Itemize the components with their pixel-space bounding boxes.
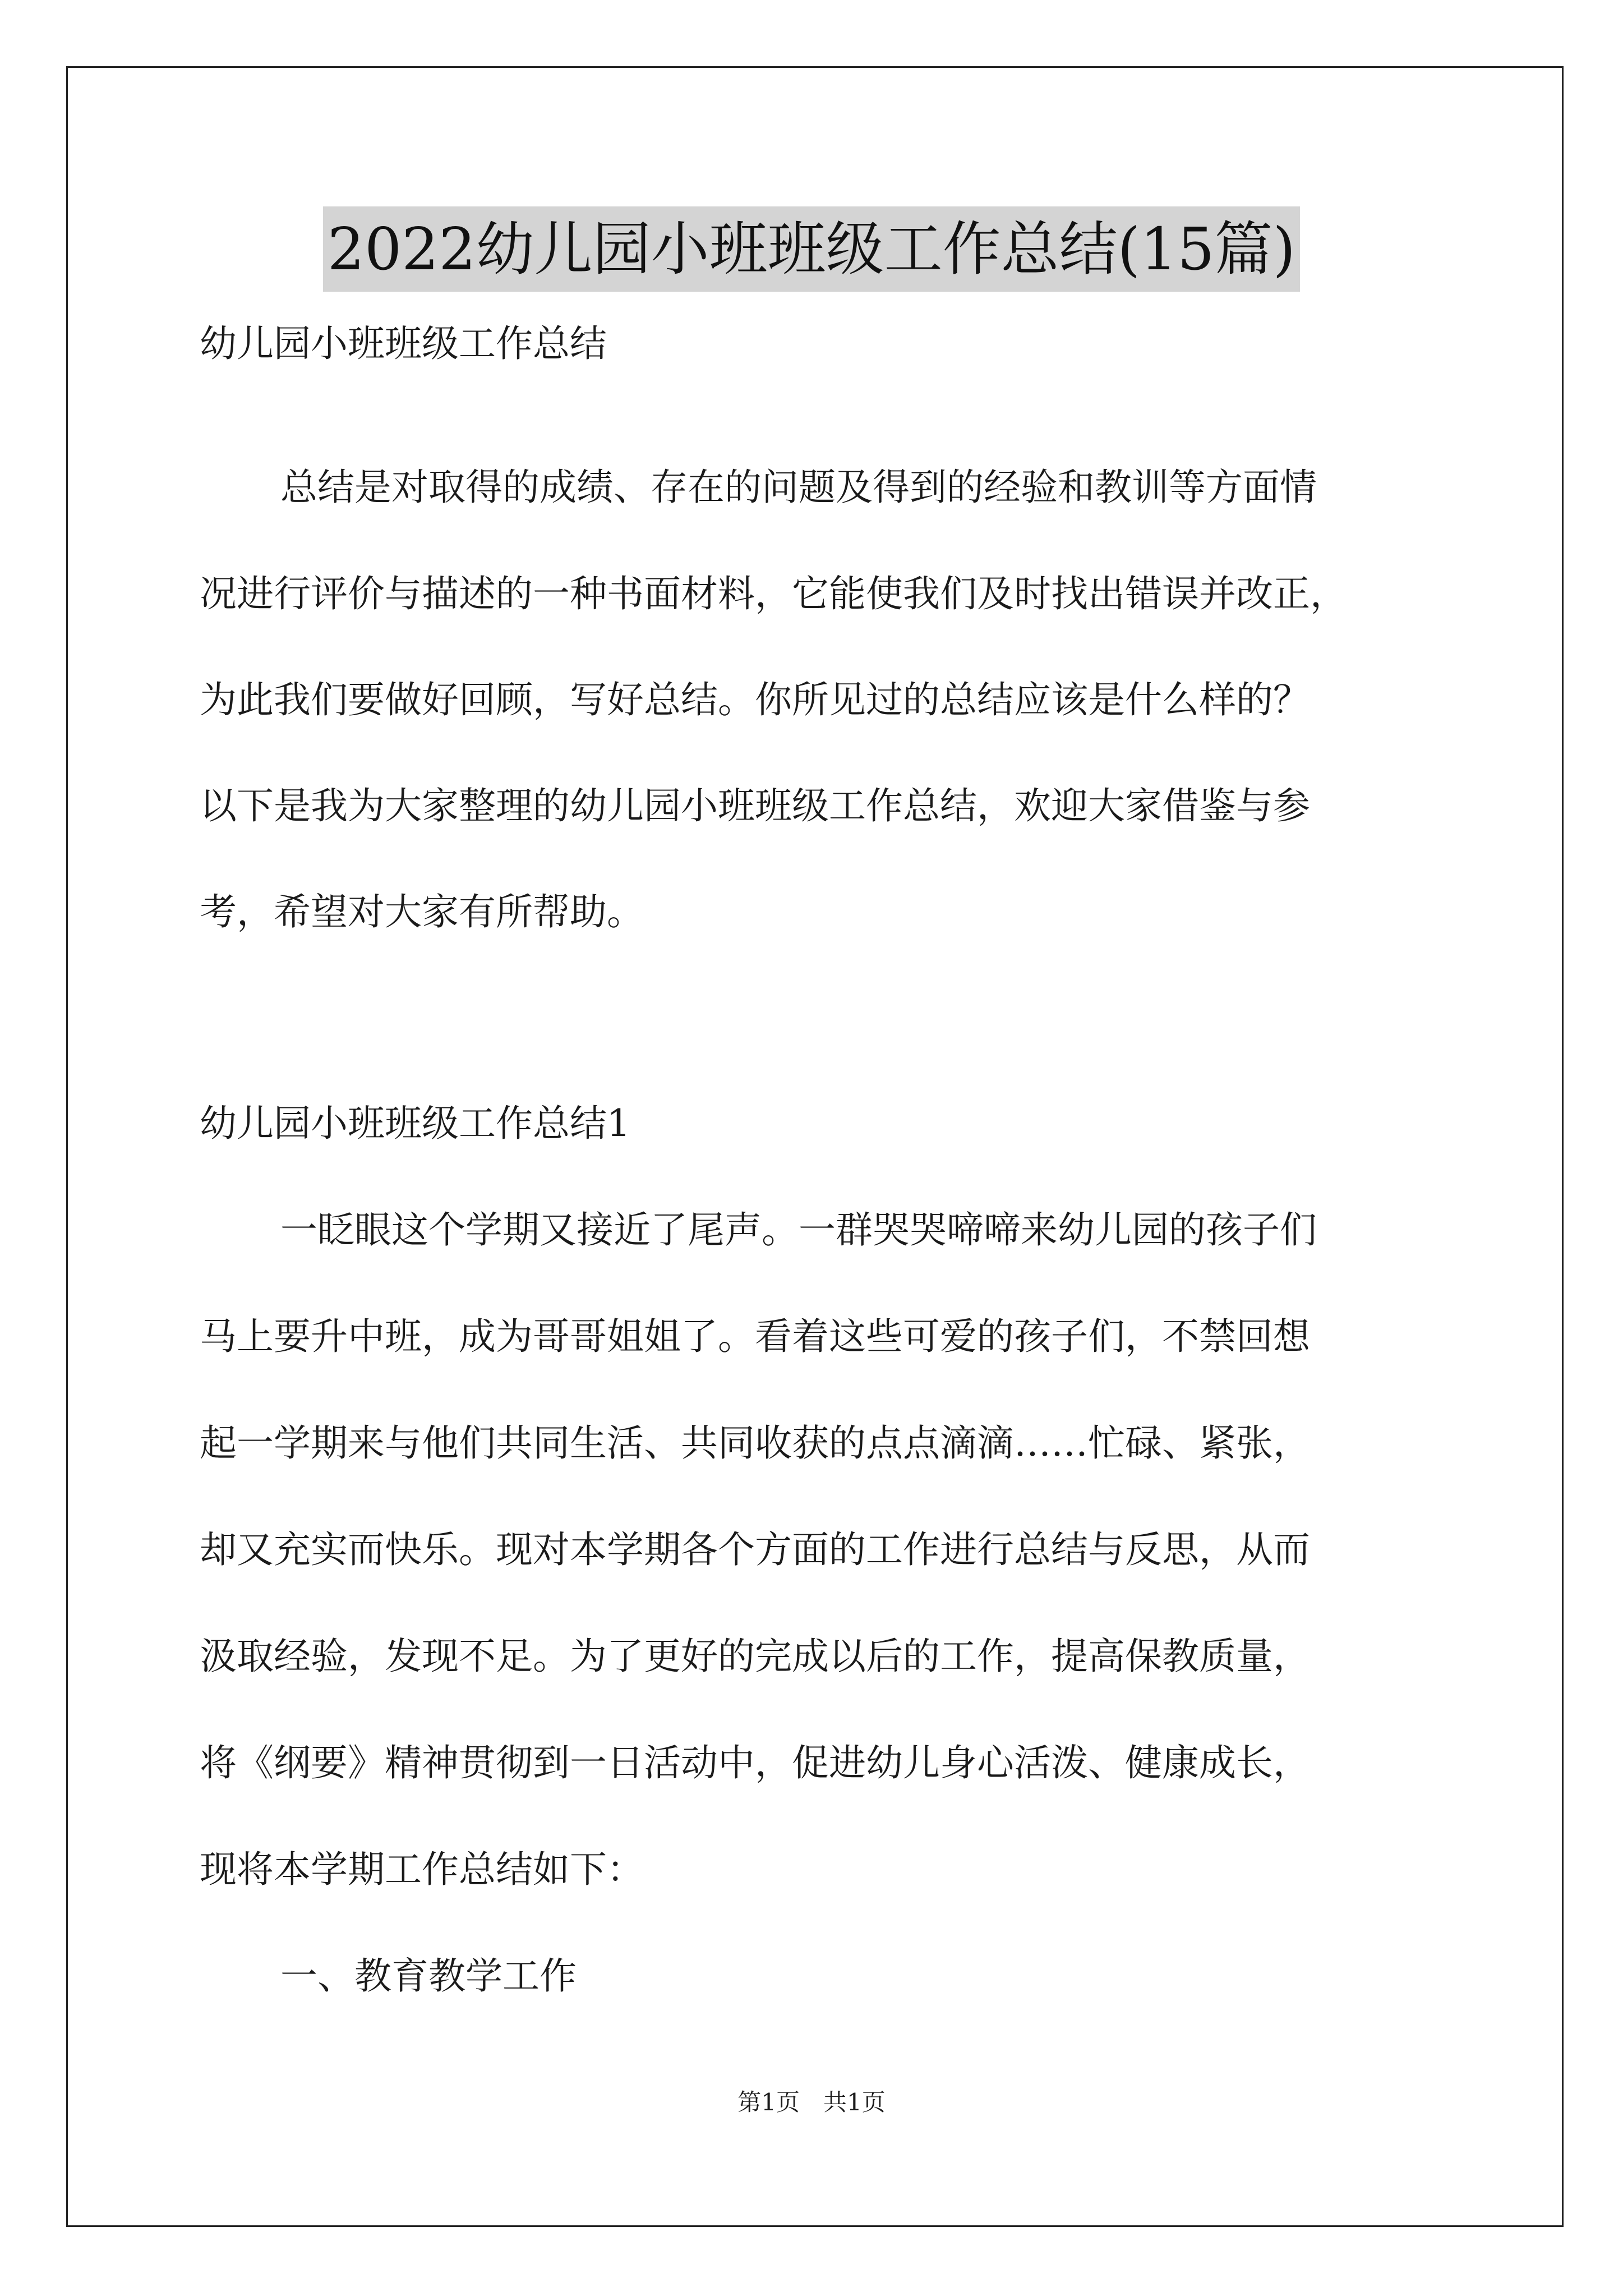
title-wrap (0, 206, 1623, 292)
section-heading: 幼儿园小班班级工作总结1 (200, 1102, 630, 1145)
paragraph-line: 以下是我为大家整理的幼儿园小班班级工作总结，欢迎大家借鉴与参 (200, 784, 1310, 827)
paragraph-line: 却又充实而快乐。现对本学期各个方面的工作进行总结与反思，从而 (200, 1528, 1310, 1571)
paragraph-line: 一眨眼这个学期又接近了尾声。一群哭哭啼啼来幼儿园的孩子们 (280, 1208, 1317, 1251)
subsection-heading: 一、教育教学工作 (280, 1954, 577, 1998)
paragraph-line: 汲取经验，发现不足。为了更好的完成以后的工作，提高保教质量， (200, 1635, 1310, 1678)
section-heading: 幼儿园小班班级工作总结 (200, 322, 607, 365)
paragraph-line: 况进行评价与描述的一种书面材料，它能使我们及时找出错误并改正， (200, 572, 1347, 615)
paragraph-line: 总结是对取得的成绩、存在的问题及得到的经验和教训等方面情 (280, 466, 1317, 509)
paragraph-line: 为此我们要做好回顾，写好总结。你所见过的总结应该是什么样的？ (200, 678, 1310, 721)
document-title: 2022幼儿园小班班级工作总结(15篇) (323, 206, 1300, 292)
paragraph-line: 现将本学期工作总结如下： (200, 1848, 644, 1891)
paragraph-line: 起一学期来与他们共同生活、共同收获的点点滴滴……忙碌、紧张， (200, 1421, 1310, 1465)
paragraph-line: 马上要升中班，成为哥哥姐姐了。看着这些可爱的孩子们，不禁回想 (200, 1315, 1310, 1358)
paragraph-line: 将《纲要》精神贯彻到一日活动中，促进幼儿身心活泼、健康成长， (200, 1741, 1310, 1784)
page-footer: 第1页 共1页 (737, 2088, 886, 2116)
paragraph-line: 考，希望对大家有所帮助。 (200, 890, 644, 933)
